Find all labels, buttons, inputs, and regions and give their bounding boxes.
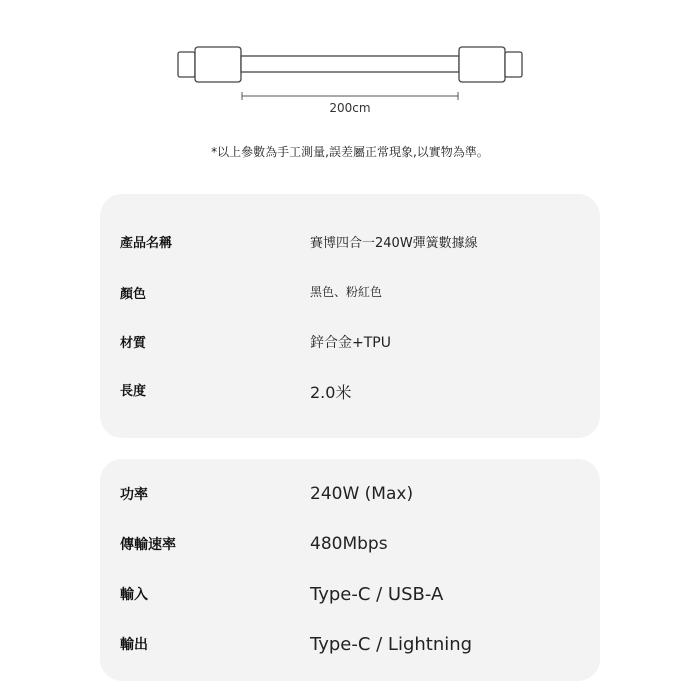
spec-label: 傳輸速率 bbox=[120, 537, 176, 553]
measurement-note: *以上參數為手工測量,誤差屬正常現象,以實物為準。 bbox=[211, 145, 489, 159]
spec-label: 輸入 bbox=[120, 587, 148, 603]
spec-value: Type-C / USB-A bbox=[310, 584, 444, 605]
spec-label: 長度 bbox=[120, 384, 147, 399]
spec-value: 480Mbps bbox=[310, 534, 388, 554]
spec-row-product-name bbox=[100, 232, 600, 252]
spec-row-input bbox=[100, 584, 600, 604]
spec-card-performance bbox=[100, 459, 600, 681]
cable-body bbox=[241, 56, 459, 72]
right-connector-body bbox=[459, 47, 505, 82]
spec-row-power bbox=[100, 484, 600, 504]
spec-label: 產品名稱 bbox=[120, 236, 173, 251]
length-label: 200cm bbox=[329, 101, 371, 115]
left-connector-body bbox=[195, 47, 241, 82]
spec-row-length bbox=[100, 380, 600, 400]
spec-value: 黑色、粉紅色 bbox=[310, 285, 383, 299]
spec-label: 輸出 bbox=[120, 637, 148, 653]
spec-label: 材質 bbox=[120, 336, 147, 351]
spec-value: 240W (Max) bbox=[310, 484, 414, 504]
spec-label: 顏色 bbox=[120, 287, 147, 302]
spec-row-transfer-rate bbox=[100, 534, 600, 554]
spec-row-color bbox=[100, 283, 600, 303]
spec-value: 2.0米 bbox=[310, 383, 352, 402]
spec-value: 賽博四合一240W彈簧數據線 bbox=[310, 236, 478, 251]
left-connector-tip bbox=[178, 52, 195, 77]
spec-card-basic bbox=[100, 194, 600, 438]
right-connector-tip bbox=[505, 52, 522, 77]
spec-label: 功率 bbox=[120, 487, 148, 503]
spec-row-output bbox=[100, 634, 600, 654]
spec-row-material bbox=[100, 332, 600, 352]
spec-value: Type-C / Lightning bbox=[310, 634, 473, 655]
spec-value: 鋅合金+TPU bbox=[310, 335, 391, 351]
